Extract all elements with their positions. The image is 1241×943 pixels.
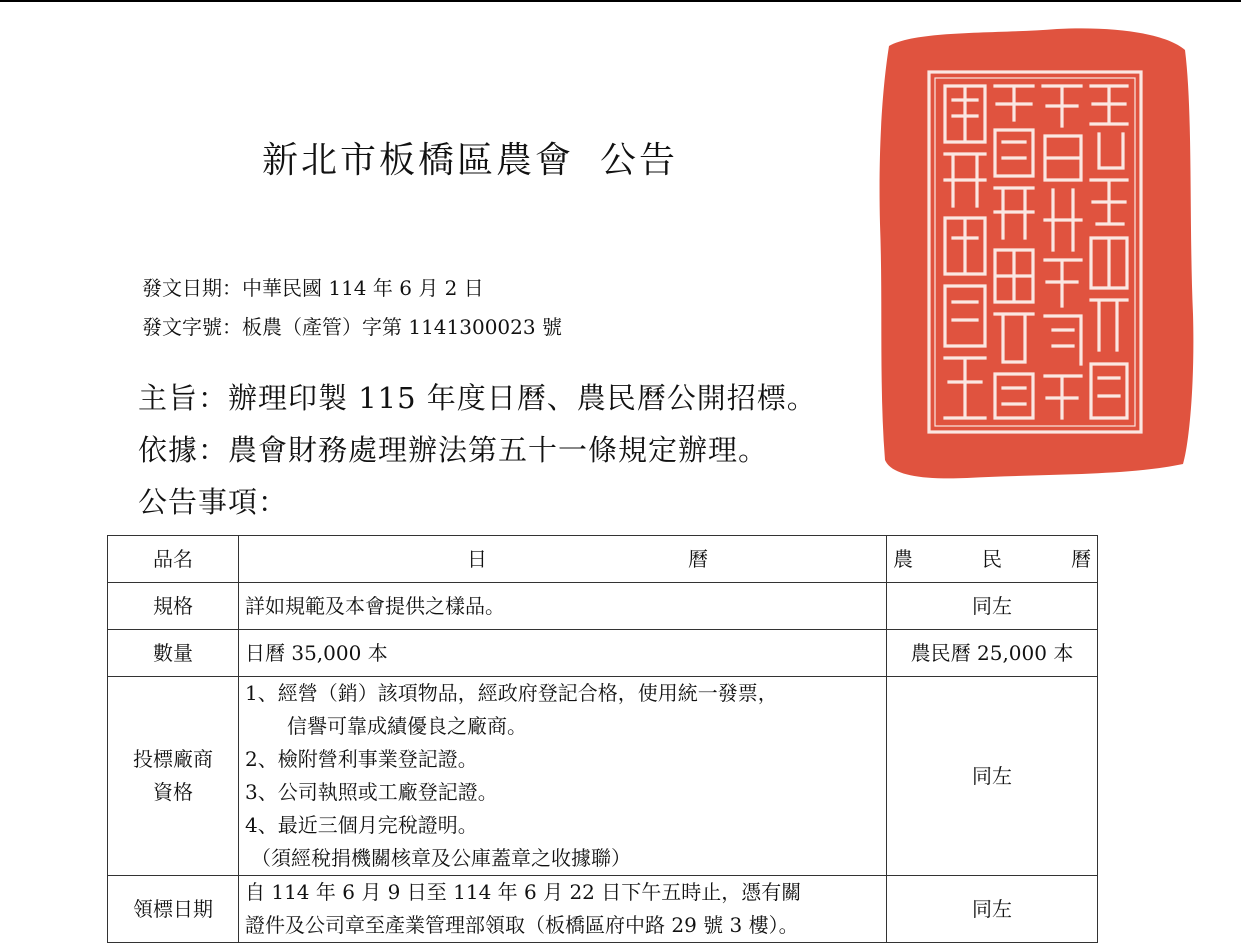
org-name: 新北市板橋區農會 bbox=[262, 140, 575, 181]
header-calendar-char: 日 bbox=[467, 546, 487, 571]
row-label-line: 投標廠商 bbox=[133, 747, 213, 771]
basis-line: 依據：農會財務處理辦法第五十一條規定辦理。 bbox=[138, 433, 769, 467]
table-row bbox=[108, 876, 1098, 943]
qualification-item: 3、公司執照或工廠登記證。 bbox=[245, 780, 498, 804]
subject-line: 主旨：辦理印製 115 年度日曆、農民曆公開招標。 bbox=[138, 381, 817, 415]
table-row bbox=[108, 677, 1098, 876]
qualification-item: 2、檢附營利事業登記證。 bbox=[245, 747, 478, 771]
header-almanac-char: 農 bbox=[893, 546, 913, 571]
table-header-row bbox=[108, 536, 1098, 583]
items-heading: 公告事項： bbox=[138, 485, 289, 519]
official-seal-stamp bbox=[877, 24, 1195, 482]
qualification-item: 4、最近三個月完稅證明。 bbox=[245, 813, 478, 837]
row-almanac-cell: 同左 bbox=[887, 677, 1098, 876]
row-almanac-cell: 同左 bbox=[887, 583, 1098, 630]
row-calendar-cell bbox=[239, 876, 887, 943]
top-border-line bbox=[0, 0, 1241, 2]
header-item-name: 品名 bbox=[108, 536, 239, 583]
header-almanac-char: 曆 bbox=[1071, 546, 1091, 571]
row-almanac-cell: 同左 bbox=[887, 876, 1098, 943]
row-label: 數量 bbox=[108, 630, 239, 677]
header-almanac-char: 民 bbox=[982, 546, 1002, 571]
row-label: 領標日期 bbox=[108, 876, 239, 943]
pickup-date-line: 自 114 年 6 月 9 日至 114 年 6 月 22 日下午五時止，憑有關 bbox=[245, 880, 802, 904]
header-calendar-char: 曆 bbox=[688, 546, 708, 571]
pickup-location-line: 證件及公司章至產業管理部領取（板橋區府中路 29 號 3 樓）。 bbox=[245, 913, 799, 937]
qualification-item-continued: 信譽可靠成績優良之廠商。 bbox=[287, 714, 527, 738]
row-calendar-cell: 日曆 35,000 本 bbox=[239, 630, 887, 677]
issue-date: 發文日期：中華民國 114 年 6 月 2 日 bbox=[142, 276, 484, 300]
row-calendar-cell: 詳如規範及本會提供之樣品。 bbox=[239, 583, 887, 630]
doc-type: 公告 bbox=[600, 140, 679, 181]
page-title bbox=[262, 132, 678, 183]
table-row bbox=[108, 630, 1098, 677]
row-label-line: 資格 bbox=[153, 780, 193, 804]
table-row bbox=[108, 583, 1098, 630]
row-almanac-cell: 農民曆 25,000 本 bbox=[887, 630, 1098, 677]
row-label: 規格 bbox=[108, 583, 239, 630]
header-calendar bbox=[239, 536, 887, 583]
tender-table bbox=[107, 535, 1098, 943]
row-label bbox=[108, 677, 239, 876]
qualification-item: 1、經營（銷）該項物品，經政府登記合格，使用統一發票， bbox=[245, 681, 778, 705]
reference-number: 發文字號：板農（產管）字第 1141300023 號 bbox=[142, 315, 562, 339]
header-farmers-almanac bbox=[887, 536, 1098, 583]
row-calendar-cell bbox=[239, 677, 887, 876]
qualification-note: （須經稅捐機關核章及公庫蓋章之收據聯） bbox=[251, 846, 631, 870]
